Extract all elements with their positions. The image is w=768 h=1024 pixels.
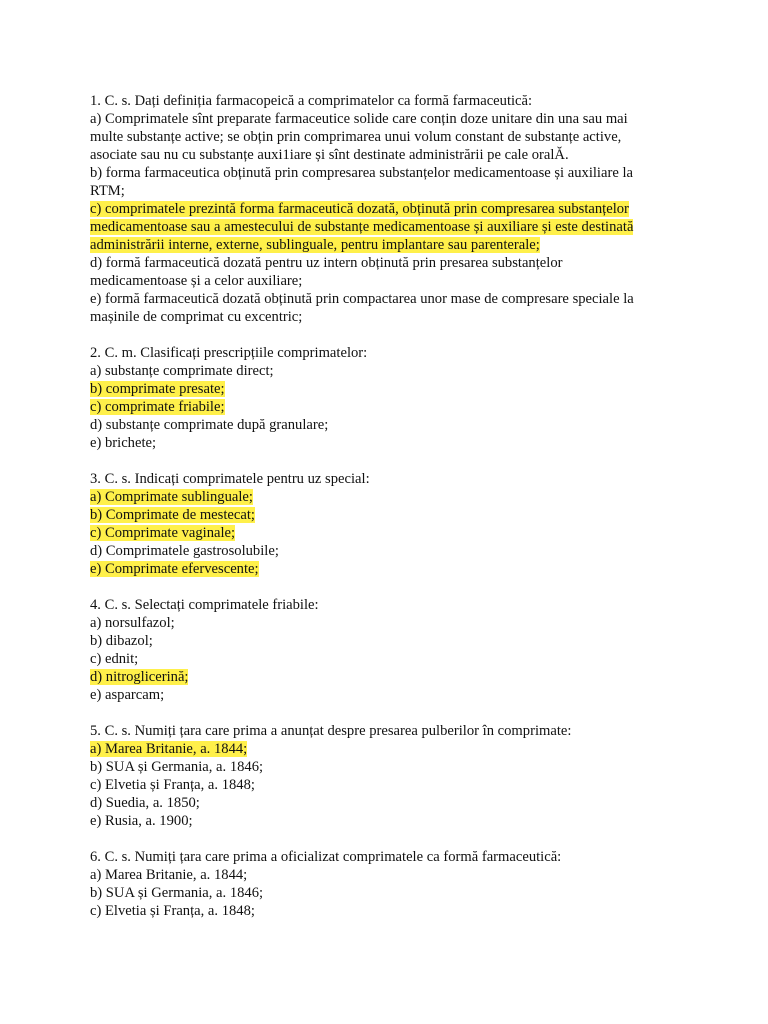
question-2 bbox=[90, 344, 690, 452]
document-page bbox=[90, 92, 690, 938]
line-text: b) forma farmaceutica obținută prin compresarea substanțelor medicamentoase și auxiliare la bbox=[90, 165, 633, 181]
answer-option bbox=[90, 362, 690, 380]
line-text: a) norsulfazol; bbox=[90, 615, 175, 631]
answer-option bbox=[90, 560, 690, 578]
highlighted-text: administrării interne, externe, sublinguale, pentru implantare sau parenterale; bbox=[90, 237, 540, 253]
line-text: c) Elvetia și Franța, a. 1848; bbox=[90, 777, 255, 793]
answer-option bbox=[90, 236, 690, 254]
highlighted-text: c) Comprimate vaginale; bbox=[90, 525, 236, 541]
line-text: medicamentoase și a celor auxiliare; bbox=[90, 273, 303, 289]
question-4 bbox=[90, 596, 690, 704]
question-6 bbox=[90, 848, 690, 920]
answer-option bbox=[90, 614, 690, 632]
answer-option bbox=[90, 164, 690, 182]
answer-option bbox=[90, 110, 690, 128]
line-text: mașinile de comprimat cu excentric; bbox=[90, 309, 303, 325]
answer-option bbox=[90, 182, 690, 200]
answer-option bbox=[90, 254, 690, 272]
line-text: RTM; bbox=[90, 183, 125, 199]
answer-option bbox=[90, 758, 690, 776]
highlighted-text: d) nitroglicerină; bbox=[90, 669, 189, 685]
question-5 bbox=[90, 722, 690, 830]
answer-option bbox=[90, 776, 690, 794]
answer-option bbox=[90, 398, 690, 416]
line-text: 6. C. s. Numiți țara care prima a oficializat comprimatele ca formă farmaceutică: bbox=[90, 849, 562, 865]
line-text: d) Comprimatele gastrosolubile; bbox=[90, 543, 279, 559]
answer-option bbox=[90, 506, 690, 524]
answer-option bbox=[90, 632, 690, 650]
line-text: 1. C. s. Dați definiția farmacopeică a comprimatelor ca formă farmaceutică: bbox=[90, 93, 533, 109]
answer-option bbox=[90, 740, 690, 758]
question-text bbox=[90, 92, 690, 110]
answer-option bbox=[90, 434, 690, 452]
line-text: e) formă farmaceutică dozată obținută prin compactarea unor mase de compresare speciale la bbox=[90, 291, 634, 307]
answer-option bbox=[90, 380, 690, 398]
answer-option bbox=[90, 200, 690, 218]
question-text bbox=[90, 470, 690, 488]
answer-option bbox=[90, 650, 690, 668]
line-text: e) brichete; bbox=[90, 435, 157, 451]
line-text: d) Suedia, a. 1850; bbox=[90, 795, 200, 811]
question-3 bbox=[90, 470, 690, 578]
line-text: multe substanțe active; se obțin prin comprimarea unui volum constant de substanțe active, bbox=[90, 129, 622, 145]
answer-option bbox=[90, 668, 690, 686]
line-text: b) SUA și Germania, a. 1846; bbox=[90, 885, 264, 901]
answer-option bbox=[90, 218, 690, 236]
line-text: a) Comprimatele sînt preparate farmaceutice solide care conțin doze unitare din una sau mai bbox=[90, 111, 628, 127]
line-text: e) asparcam; bbox=[90, 687, 165, 703]
question-text bbox=[90, 344, 690, 362]
line-text: c) Elvetia și Franța, a. 1848; bbox=[90, 903, 255, 919]
answer-option bbox=[90, 488, 690, 506]
highlighted-text: medicamentoase sau a amestecului de substanțe medicamentoase și auxiliare și este destinată bbox=[90, 219, 634, 235]
line-text: a) substanțe comprimate direct; bbox=[90, 363, 274, 379]
highlighted-text: c) comprimate friabile; bbox=[90, 399, 225, 415]
line-text: e) Rusia, a. 1900; bbox=[90, 813, 193, 829]
answer-option bbox=[90, 146, 690, 164]
highlighted-text: e) Comprimate efervescente; bbox=[90, 561, 259, 577]
answer-option bbox=[90, 290, 690, 308]
line-text: asociate sau nu cu substanțe auxi1iare și sînt destinate administrării pe cale oralĂ. bbox=[90, 147, 569, 163]
highlighted-text: b) Comprimate de mestecat; bbox=[90, 507, 255, 523]
line-text: 2. C. m. Clasificați prescripțiile comprimatelor: bbox=[90, 345, 368, 361]
answer-option bbox=[90, 812, 690, 830]
answer-option bbox=[90, 416, 690, 434]
highlighted-text: a) Marea Britanie, a. 1844; bbox=[90, 741, 248, 757]
line-text: 4. C. s. Selectați comprimatele friabile: bbox=[90, 597, 319, 613]
answer-option bbox=[90, 542, 690, 560]
answer-option bbox=[90, 686, 690, 704]
line-text: d) formă farmaceutică dozată pentru uz intern obținută prin presarea substanțelor bbox=[90, 255, 563, 271]
question-1 bbox=[90, 92, 690, 326]
line-text: b) dibazol; bbox=[90, 633, 153, 649]
question-text bbox=[90, 596, 690, 614]
answer-option bbox=[90, 884, 690, 902]
question-text bbox=[90, 722, 690, 740]
line-text: 5. C. s. Numiți țara care prima a anunțat despre presarea pulberilor în comprimate: bbox=[90, 723, 572, 739]
highlighted-text: a) Comprimate sublinguale; bbox=[90, 489, 253, 505]
answer-option bbox=[90, 308, 690, 326]
highlighted-text: b) comprimate presate; bbox=[90, 381, 225, 397]
highlighted-text: c) comprimatele prezintă forma farmaceutică dozată, obținută prin compresarea substanțelor bbox=[90, 201, 629, 217]
line-text: a) Marea Britanie, a. 1844; bbox=[90, 867, 248, 883]
answer-option bbox=[90, 524, 690, 542]
answer-option bbox=[90, 866, 690, 884]
answer-option bbox=[90, 794, 690, 812]
answer-option bbox=[90, 128, 690, 146]
line-text: c) ednit; bbox=[90, 651, 139, 667]
answer-option bbox=[90, 902, 690, 920]
line-text: b) SUA și Germania, a. 1846; bbox=[90, 759, 264, 775]
line-text: d) substanțe comprimate după granulare; bbox=[90, 417, 329, 433]
line-text: 3. C. s. Indicați comprimatele pentru uz special: bbox=[90, 471, 370, 487]
question-text bbox=[90, 848, 690, 866]
answer-option bbox=[90, 272, 690, 290]
